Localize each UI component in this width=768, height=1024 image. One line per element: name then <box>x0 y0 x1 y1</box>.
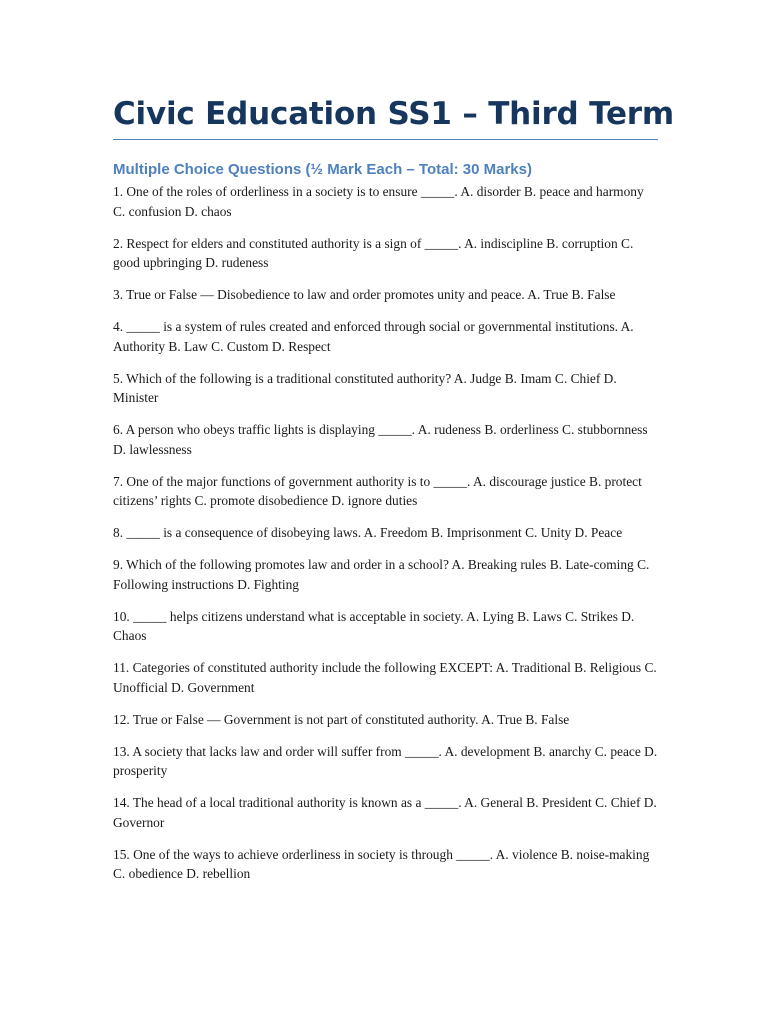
question-item-1: 1. One of the roles of orderliness in a society is to ensure _____. A. disorder B. peace and harmony C. confusion D. chaos <box>113 184 644 219</box>
question-item-10: 10. _____ helps citizens understand what is acceptable in society. A. Lying B. Laws C. Strikes D. Chaos <box>113 608 635 643</box>
question-list <box>113 182 658 884</box>
question-item-8: 8. _____ is a consequence of disobeying laws. A. Freedom B. Imprisonment C. Unity D. Peace <box>113 525 623 540</box>
question-item-14: 14. The head of a local traditional authority is known as a _____. A. General B. President C. Chief D. Governor <box>113 795 657 830</box>
question-item-5: 5. Which of the following is a traditional constituted authority? A. Judge B. Imam C. Chief D. Minister <box>113 370 617 405</box>
document-page <box>113 94 674 896</box>
document-title: Civic Education SS1 – Third Term <box>113 96 674 132</box>
question-item-4: 4. _____ is a system of rules created and enforced through social or governmental institutions. A. Authority B. Law C. Custom D. Respect <box>113 319 634 354</box>
section-heading: Multiple Choice Questions (½ Mark Each – Total: 30 Marks) <box>113 161 532 178</box>
question-item-9: 9. Which of the following promotes law and order in a school? A. Breaking rules B. Late-coming C. Following instructions D. Fighting <box>113 557 650 592</box>
question-item-13: 13. A society that lacks law and order will suffer from _____. A. development B. anarchy C. peace D. prosperity <box>113 743 658 778</box>
question-item-6: 6. A person who obeys traffic lights is displaying _____. A. rudeness B. orderliness C. stubbornness D. lawlessness <box>113 422 648 457</box>
question-item-2: 2. Respect for elders and constituted authority is a sign of _____. A. indiscipline B. corruption C. good upbringing D. rudeness <box>113 235 634 270</box>
question-item-7: 7. One of the major functions of government authority is to _____. A. discourage justice B. protect citizens’ rights C. promote disobedience D. ignore duties <box>113 473 642 508</box>
question-item-11: 11. Categories of constituted authority include the following EXCEPT: A. Traditional B. Religious C. Unofficial D. Government <box>113 660 657 695</box>
question-item-15: 15. One of the ways to achieve orderliness in society is through _____. A. violence B. noise-making C. obedience D. rebellion <box>113 846 650 881</box>
title-underline-divider <box>113 139 658 140</box>
question-item-12: 12. True or False — Government is not part of constituted authority. A. True B. False <box>113 711 570 727</box>
question-item-3: 3. True or False — Disobedience to law and order promotes unity and peace. A. True B. False <box>113 287 616 302</box>
